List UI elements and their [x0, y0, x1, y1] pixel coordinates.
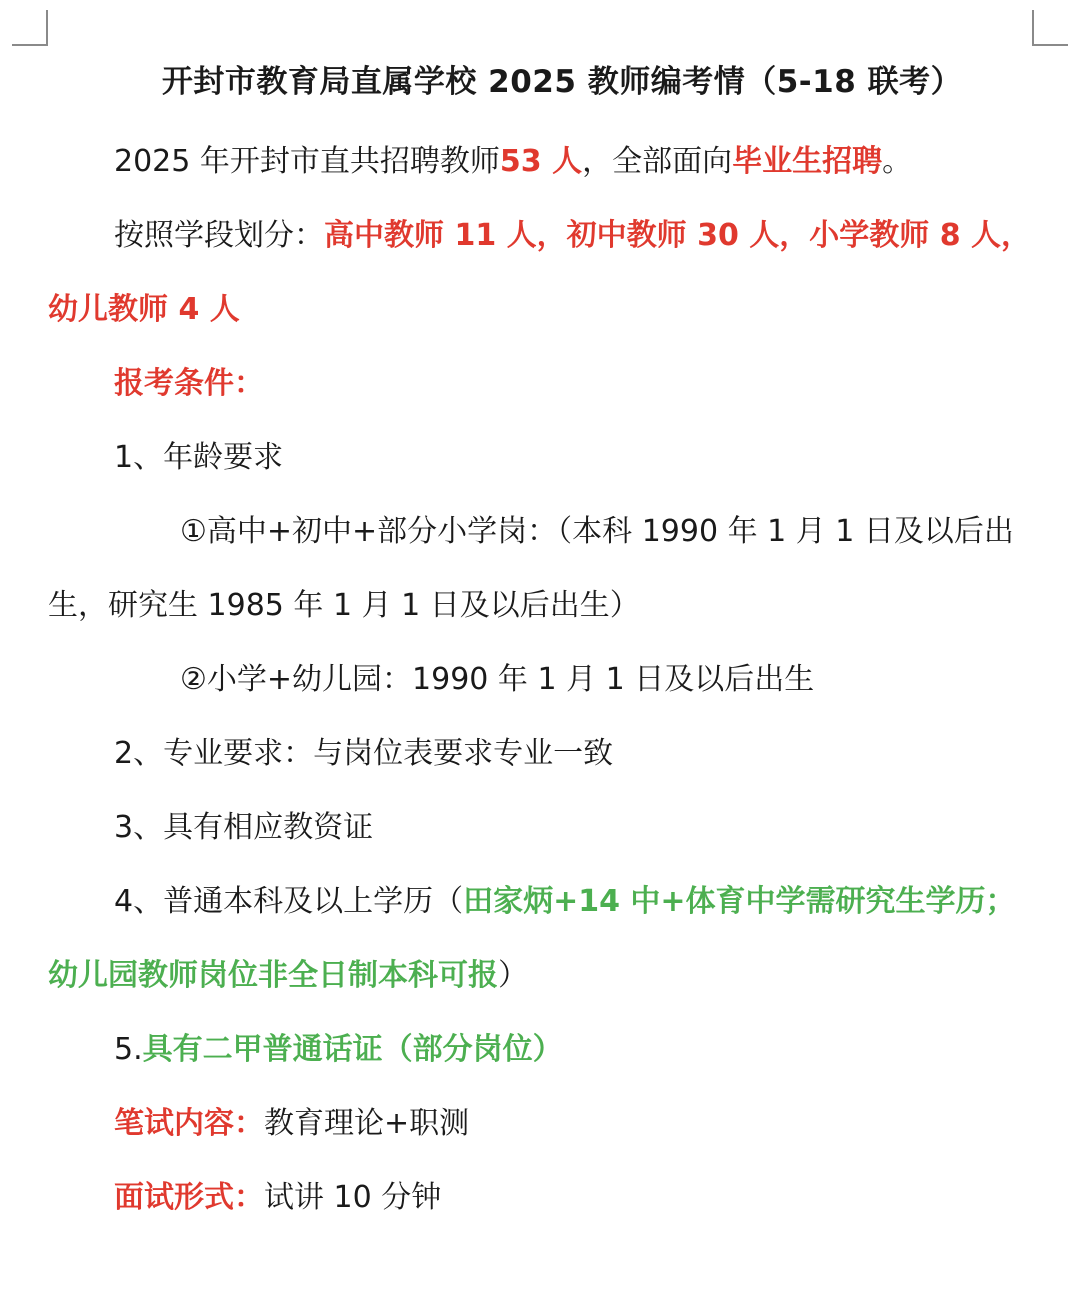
page-corner-mark-top-right	[1032, 10, 1068, 46]
intro-middle: ，全部面向	[582, 144, 733, 179]
requirements-heading: 报考条件：	[114, 366, 264, 401]
document-title: 开封市教育局直属学校 2025 教师编考情（5-18 联考）	[161, 64, 963, 100]
interview-label: 面试形式：	[114, 1180, 264, 1215]
division-paragraph	[48, 199, 1038, 347]
written-exam-line	[48, 1087, 1038, 1161]
education-note: 田家炳+14 中+体育中学需研究生学历；幼儿园教师岗位非全日制本科可报	[48, 884, 1016, 993]
interview-value: 试讲 10 分钟	[264, 1180, 442, 1215]
division-label: 按照学段划分：	[114, 218, 324, 253]
mandarin-requirement	[48, 1013, 1038, 1087]
written-exam-value: 教育理论+职测	[264, 1106, 470, 1141]
document-body	[48, 56, 1038, 1235]
education-requirement	[48, 865, 1038, 1013]
written-exam-label: 笔试内容：	[114, 1106, 264, 1141]
age-requirement-title: 1、年龄要求	[114, 440, 284, 475]
intro-count: 53 人	[499, 144, 583, 179]
intro-paragraph	[48, 125, 1038, 199]
education-prefix: 4、普通本科及以上学历（	[114, 884, 464, 919]
mandarin-note: 具有二甲普通话证（部分岗位）	[142, 1032, 563, 1067]
certificate-requirement: 3、具有相应教资证	[114, 810, 374, 845]
intro-target: 毕业生招聘	[732, 144, 883, 179]
intro-suffix: 。	[882, 144, 913, 179]
age-requirement-item-2: ②小学+幼儿园：1990 年 1 月 1 日及以后出生	[180, 662, 815, 697]
intro-prefix: 2025 年开封市直共招聘教师	[114, 144, 500, 179]
interview-line	[48, 1161, 1038, 1235]
major-requirement: 2、专业要求：与岗位表要求专业一致	[114, 736, 614, 771]
age-requirement-item-1: ①高中+初中+部分小学岗：（本科 1990 年 1 月 1 日及以后出生，研究生 1985 年 1 月 1 日及以后出生）	[48, 514, 1014, 623]
division-detail: 高中教师 11 人，初中教师 30 人，小学教师 8 人，幼儿教师 4 人	[48, 218, 1032, 327]
mandarin-prefix: 5.	[114, 1032, 143, 1067]
page-corner-mark-top-left	[12, 10, 48, 46]
education-suffix: ）	[498, 958, 528, 993]
